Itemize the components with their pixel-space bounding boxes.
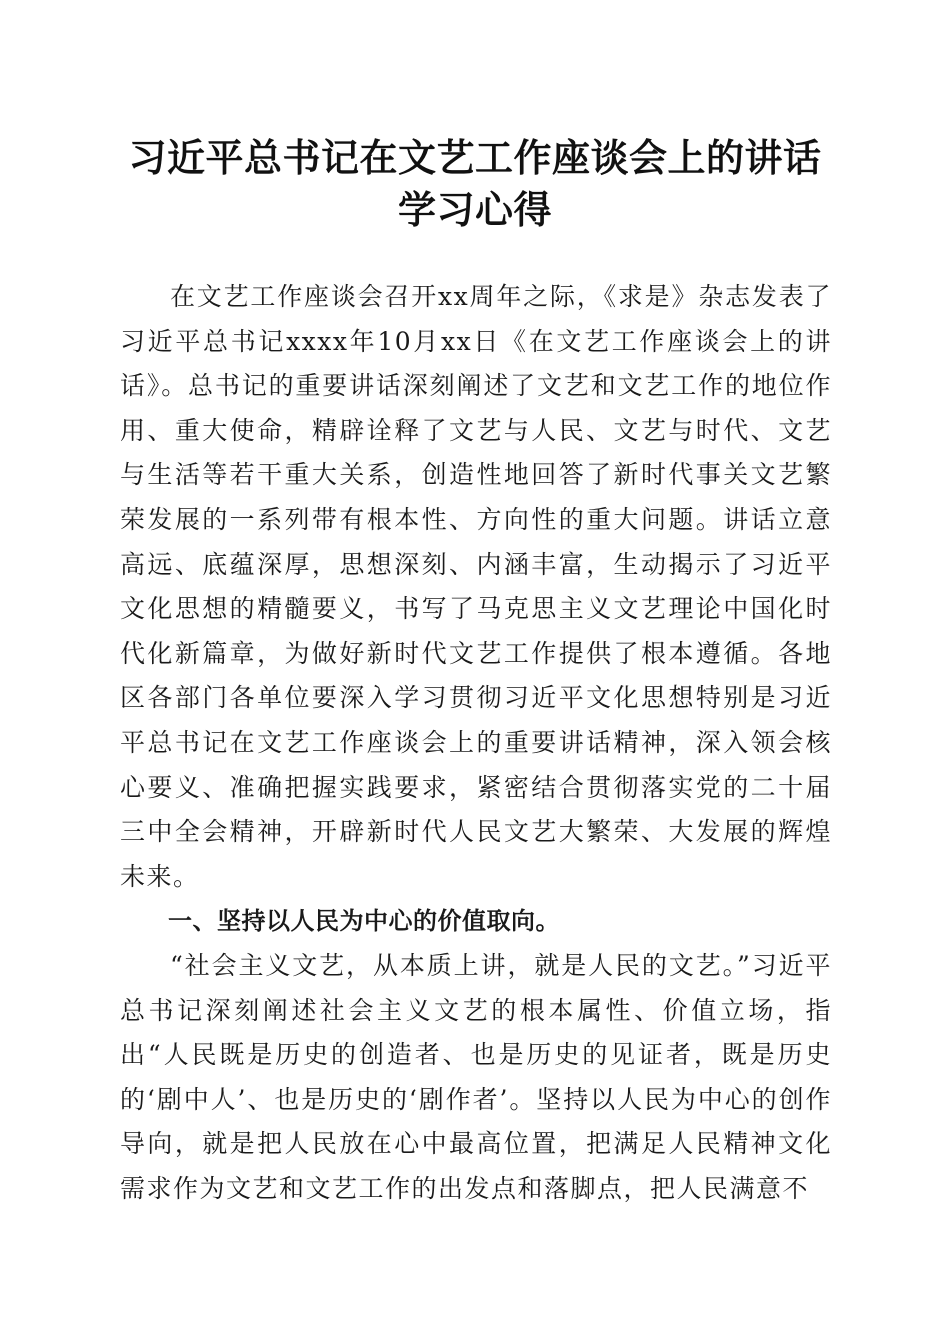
paragraph-section-1: “社会主义文艺，从本质上讲，就是人民的文艺。”习近平总书记深刻阐述社会主义文艺的根本属性、价值立场，指出“人民既是历史的创造者、也是历史的见证者，既是历史的‘剧中人’、也是历史的‘剧作者’。坚持以人民为中心的创作导向，就是把人民放在心中最高位置，把满足人民精神文化需求作为文艺和文艺工作的出发点和落脚点，把人民满意不 (120, 950, 832, 1203)
document-body (120, 275, 832, 1211)
section-heading-1: 一、坚持以人民为中心的价值取向。 (168, 907, 560, 936)
paragraph-intro: 在文艺工作座谈会召开xx周年之际，《求是》杂志发表了习近平总书记xxxx年10月xx日《在文艺工作座谈会上的讲话》。总书记的重要讲话深刻阐述了文艺和文艺工作的地位作用、重大使命，精辟诠释了文艺与人民、文艺与时代、文艺与生活等若干重大关系，创造性地回答了新时代事关文艺繁荣发展的一系列带有根本性、方向性的重大问题。讲话立意高远、底蕴深厚，思想深刻、内涵丰富，生动揭示了习近平文化思想的精髓要义，书写了马克思主义文艺理论中国化时代化新篇章，为做好新时代文艺工作提供了根本遵循。各地区各部门各单位要深入学习贯彻习近平文化思想特别是习近平总书记在文艺工作座谈会上的重要讲话精神，深入领会核心要义、准确把握实践要求，紧密结合贯彻落实党的二十届三中全会精神，开辟新时代人民文艺大繁荣、大发展的辉煌未来。 (120, 282, 832, 891)
document-title: 习近平总书记在文艺工作座谈会上的讲话学习心得 (128, 135, 822, 232)
